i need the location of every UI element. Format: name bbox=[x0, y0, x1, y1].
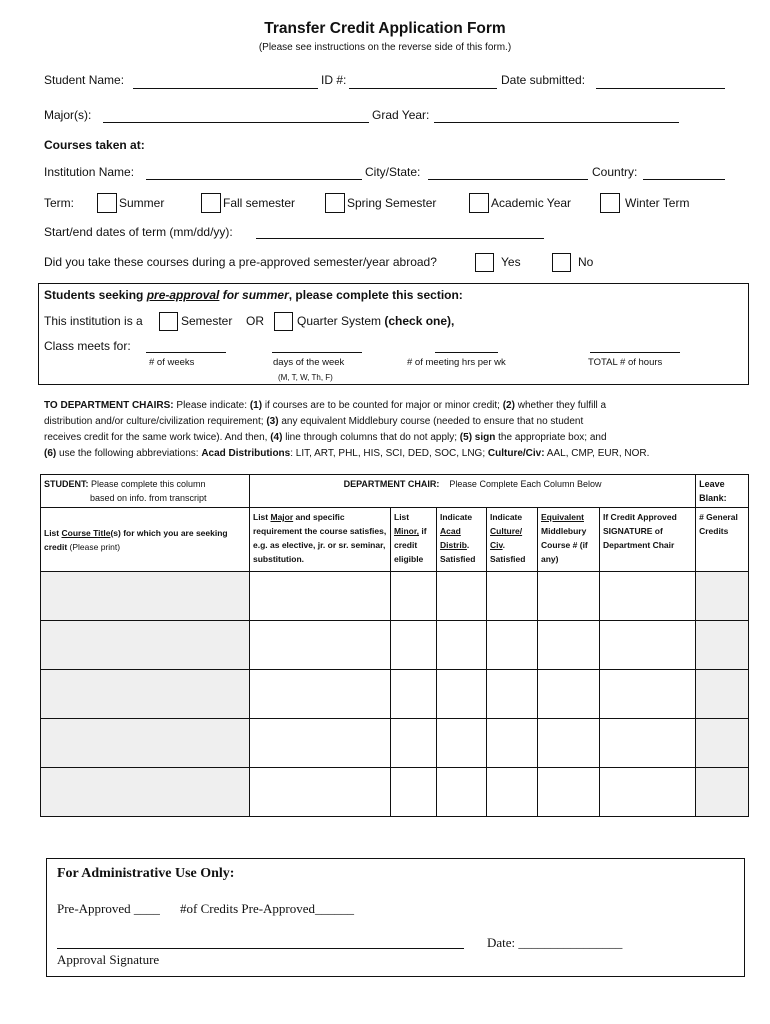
course-title-column-header: List Course Title(s) for which you are seeking credit (Please print) bbox=[41, 508, 250, 572]
major-cell[interactable] bbox=[250, 719, 391, 768]
term-dates-label: Start/end dates of term (mm/dd/yy): bbox=[44, 225, 233, 239]
major-cell[interactable] bbox=[250, 621, 391, 670]
term-spring-label: Spring Semester bbox=[347, 196, 437, 210]
table-row bbox=[41, 670, 749, 719]
instructions-line-1: TO DEPARTMENT CHAIRS: Please indicate: (1) if courses are to be counted for major or minor credit; (2) whether they fulfill a bbox=[44, 400, 607, 411]
leave-blank-header: Leave Blank: bbox=[696, 475, 749, 508]
minor-cell[interactable] bbox=[391, 572, 437, 621]
term-winter-label: Winter Term bbox=[625, 196, 690, 210]
acad-cell[interactable] bbox=[437, 621, 487, 670]
signature-cell[interactable] bbox=[600, 768, 696, 817]
student-name-line[interactable] bbox=[133, 88, 318, 89]
student-column-header: STUDENT: Please complete this column based on info. from transcript bbox=[41, 475, 250, 508]
culture-cell[interactable] bbox=[487, 670, 538, 719]
minor-cell[interactable] bbox=[391, 670, 437, 719]
signature-cell[interactable] bbox=[600, 621, 696, 670]
approval-signature-label: Approval Signature bbox=[57, 952, 160, 967]
term-academic-year-checkbox[interactable] bbox=[469, 193, 489, 213]
country-label: Country: bbox=[592, 165, 638, 179]
id-line[interactable] bbox=[349, 88, 497, 89]
acad-cell[interactable] bbox=[437, 670, 487, 719]
form-subtitle: (Please see instructions on the reverse side of this form.) bbox=[258, 42, 512, 53]
hours-line[interactable] bbox=[435, 352, 498, 353]
course-title-cell[interactable] bbox=[41, 719, 250, 768]
weeks-line[interactable] bbox=[146, 352, 226, 353]
semester-label: Semester bbox=[181, 314, 233, 328]
credits-cell bbox=[696, 719, 749, 768]
pre-approved-field[interactable]: Pre-Approved ____ bbox=[57, 901, 160, 916]
abroad-yes-label: Yes bbox=[501, 255, 521, 269]
term-fall-label: Fall semester bbox=[223, 196, 296, 210]
grad-year-line[interactable] bbox=[434, 122, 679, 123]
table-row bbox=[41, 621, 749, 670]
course-title-cell[interactable] bbox=[41, 768, 250, 817]
preapproval-heading: Students seeking pre-approval for summer, please complete this section: bbox=[44, 288, 463, 302]
grad-year-label: Grad Year: bbox=[372, 108, 430, 122]
term-summer-label: Summer bbox=[119, 196, 165, 210]
weeks-caption: # of weeks bbox=[149, 357, 195, 368]
instructions-line-2: distribution and/or culture/civilization requirement; (3) any equivalent Middlebury course (needed to ensure that no student bbox=[44, 416, 584, 427]
minor-cell[interactable] bbox=[391, 768, 437, 817]
equivalent-cell[interactable] bbox=[538, 572, 600, 621]
signature-cell[interactable] bbox=[600, 670, 696, 719]
culture-civ-column-header: Indicate Culture/ Civ. Satisfied bbox=[487, 508, 538, 572]
minor-column-header: List Minor, if credit eligible bbox=[391, 508, 437, 572]
chair-column-header: DEPARTMENT CHAIR: Please Complete Each Column Below bbox=[250, 475, 696, 508]
credits-cell bbox=[696, 621, 749, 670]
course-title-cell[interactable] bbox=[41, 572, 250, 621]
major-cell[interactable] bbox=[250, 768, 391, 817]
quarter-checkbox[interactable] bbox=[274, 312, 293, 331]
general-credits-column-header: # General Credits bbox=[696, 508, 749, 572]
days-caption: days of the week bbox=[273, 357, 345, 368]
credits-cell bbox=[696, 768, 749, 817]
country-line[interactable] bbox=[643, 179, 725, 180]
equivalent-cell[interactable] bbox=[538, 719, 600, 768]
equivalent-cell[interactable] bbox=[538, 670, 600, 719]
abroad-no-label: No bbox=[578, 255, 594, 269]
admin-heading: For Administrative Use Only: bbox=[57, 866, 235, 881]
course-title-cell[interactable] bbox=[41, 670, 250, 719]
institution-label: Institution Name: bbox=[44, 165, 135, 179]
major-column-header: List Major and specific requirement the course satisfies, e.g. as elective, jr. or sr. seminar, substitution. bbox=[250, 508, 391, 572]
acad-cell[interactable] bbox=[437, 719, 487, 768]
days-line[interactable] bbox=[272, 352, 362, 353]
equivalent-cell[interactable] bbox=[538, 768, 600, 817]
courses-taken-heading: Courses taken at: bbox=[44, 138, 145, 152]
term-dates-line[interactable] bbox=[256, 238, 544, 239]
institution-is-label: This institution is a bbox=[44, 314, 143, 328]
major-cell[interactable] bbox=[250, 572, 391, 621]
instructions-line-4: (6) use the following abbreviations: Acad Distributions: LIT, ART, PHL, HIS, SCI, DED, SOC, LNG; Culture/Civ: AAL, CMP, EUR, NOR. bbox=[44, 448, 650, 459]
acad-cell[interactable] bbox=[437, 572, 487, 621]
class-meets-label: Class meets for: bbox=[44, 339, 131, 353]
total-caption: TOTAL # of hours bbox=[588, 357, 663, 368]
culture-cell[interactable] bbox=[487, 719, 538, 768]
instructions-line-3: receives credit for the same work twice). And then, (4) line through columns that do not apply; (5) sign the appropriate box; and bbox=[44, 432, 607, 443]
major-cell[interactable] bbox=[250, 670, 391, 719]
date-submitted-label: Date submitted: bbox=[501, 73, 586, 87]
minor-cell[interactable] bbox=[391, 621, 437, 670]
form-title: Transfer Credit Application Form bbox=[264, 20, 506, 37]
majors-label: Major(s): bbox=[44, 108, 92, 122]
table-row bbox=[41, 768, 749, 817]
signature-column-header: If Credit Approved SIGNATURE of Department Chair bbox=[600, 508, 696, 572]
equivalent-cell[interactable] bbox=[538, 621, 600, 670]
signature-cell[interactable] bbox=[600, 572, 696, 621]
term-winter-checkbox[interactable] bbox=[600, 193, 620, 213]
abroad-question: Did you take these courses during a pre-approved semester/year abroad? bbox=[44, 255, 437, 269]
term-spring-checkbox[interactable] bbox=[325, 193, 345, 213]
majors-line[interactable] bbox=[103, 122, 369, 123]
days-subcaption: (M, T, W, Th, F) bbox=[278, 373, 333, 382]
institution-line[interactable] bbox=[146, 179, 362, 180]
acad-cell[interactable] bbox=[437, 768, 487, 817]
culture-cell[interactable] bbox=[487, 768, 538, 817]
equivalent-course-column-header: Equivalent Middlebury Course # (if any) bbox=[538, 508, 600, 572]
admin-date-field[interactable]: Date: ________________ bbox=[487, 935, 623, 950]
course-title-cell[interactable] bbox=[41, 621, 250, 670]
term-fall-checkbox[interactable] bbox=[201, 193, 221, 213]
term-summer-checkbox[interactable] bbox=[97, 193, 117, 213]
term-label: Term: bbox=[44, 196, 74, 210]
credits-cell bbox=[696, 670, 749, 719]
table-row bbox=[41, 572, 749, 621]
culture-cell[interactable] bbox=[487, 621, 538, 670]
student-name-label: Student Name: bbox=[44, 73, 125, 87]
approval-signature-line[interactable] bbox=[57, 948, 464, 949]
signature-cell[interactable] bbox=[600, 719, 696, 768]
or-label: OR bbox=[246, 314, 264, 328]
abroad-yes-checkbox[interactable] bbox=[475, 253, 494, 272]
city-state-line[interactable] bbox=[428, 179, 588, 180]
credits-pre-approved-field[interactable]: #of Credits Pre-Approved______ bbox=[180, 901, 355, 916]
acad-distrib-column-header: Indicate Acad Distrib. Satisfied bbox=[437, 508, 487, 572]
abroad-no-checkbox[interactable] bbox=[552, 253, 571, 272]
culture-cell[interactable] bbox=[487, 572, 538, 621]
course-table bbox=[40, 474, 749, 817]
table-row bbox=[41, 719, 749, 768]
total-hours-line[interactable] bbox=[590, 352, 680, 353]
date-submitted-line[interactable] bbox=[596, 88, 725, 89]
id-label: ID #: bbox=[321, 73, 347, 87]
term-academic-year-label: Academic Year bbox=[491, 196, 572, 210]
city-state-label: City/State: bbox=[365, 165, 421, 179]
hours-caption: # of meeting hrs per wk bbox=[407, 357, 506, 368]
minor-cell[interactable] bbox=[391, 719, 437, 768]
semester-checkbox[interactable] bbox=[159, 312, 178, 331]
quarter-label: Quarter System (check one), bbox=[297, 314, 455, 328]
credits-cell bbox=[696, 572, 749, 621]
